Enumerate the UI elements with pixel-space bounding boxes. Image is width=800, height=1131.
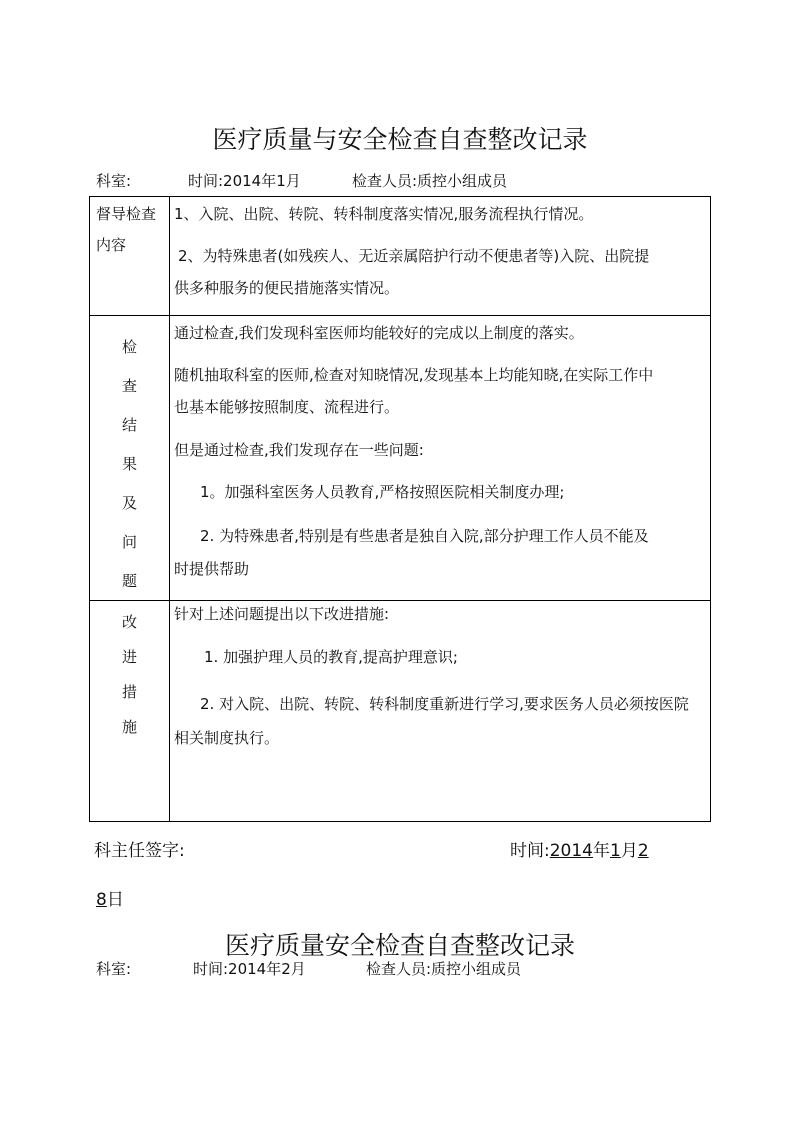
inspection-table (89, 196, 711, 822)
label-char: 题 (121, 572, 137, 590)
signature-month-unit: 月 (620, 841, 638, 861)
results-problems-cell (170, 316, 711, 601)
results-problems-label (90, 316, 170, 601)
label-char: 果 (121, 455, 137, 473)
table-row-results-problems (90, 316, 711, 601)
improvement-measures-cell (170, 601, 711, 822)
signature-date-continued (96, 885, 124, 910)
content-line: 2、为特殊患者(如残疾人、无近亲属陪护行动不便患者等)入院、出院提 (178, 247, 650, 265)
record-title: 医疗质量与安全检查自查整改记录 (212, 125, 588, 154)
record-time: 时间:2014年1月 (188, 172, 301, 190)
label-line: 内容 (96, 236, 127, 254)
content-line: 1. 加强护理人员的教育,提高护理意识; (204, 648, 458, 666)
supervision-content-label (90, 197, 170, 316)
improvement-measures-label (90, 601, 170, 822)
table-row-supervision-content (90, 197, 711, 316)
content-line: 也基本能够按照制度、流程进行。 (174, 398, 400, 416)
label-char: 问 (121, 533, 137, 551)
label-char: 措 (121, 683, 137, 701)
signature-day-part: 8 (96, 890, 107, 910)
content-line: 通过检查,我们发现科室医师均能较好的完成以上制度的落实。 (174, 324, 584, 342)
content-line: 2. 对入院、出院、转院、转科制度重新进行学习,要求医务人员必须按医院 (200, 695, 689, 713)
content-line: 但是通过检查,我们发现存在一些问题: (174, 441, 424, 459)
department-label: 科室: (96, 172, 132, 190)
content-line: 1。加强科室医务人员教育,严格按照医院相关制度办理; (200, 483, 565, 501)
label-char: 检 (121, 338, 137, 356)
content-line: 时提供帮助 (174, 560, 250, 578)
inspectors: 检查人员:质控小组成员 (366, 960, 522, 978)
label-line: 督导检查 (96, 205, 157, 223)
table-row-improvement-measures (90, 601, 711, 822)
label-char: 及 (121, 494, 137, 512)
supervision-content-cell (170, 197, 711, 316)
label-char: 进 (121, 648, 137, 666)
signature-day-part: 2 (637, 841, 649, 861)
signature-year: 2014 (549, 841, 593, 861)
record-title: 医疗质量安全检查自查整改记录 (224, 931, 575, 960)
content-line: 随机抽取科室的医师,检查对知晓情况,发现基本上均能知晓,在实际工作中 (174, 366, 654, 384)
label-char: 改 (121, 613, 137, 631)
signature-day-unit: 日 (106, 890, 124, 910)
department-label: 科室: (96, 960, 132, 978)
signature-month: 1 (610, 841, 621, 861)
signature-date (510, 836, 649, 861)
content-line: 针对上述问题提出以下改进措施: (174, 605, 390, 623)
director-signature-label: 科主任签字: (94, 841, 185, 861)
label-char: 查 (121, 377, 137, 395)
content-line: 2. 为特殊患者,特别是有些患者是独自入院,部分护理工作人员不能及 (200, 527, 649, 545)
label-char: 施 (121, 718, 137, 736)
content-line: 1、入院、出院、转院、转科制度落实情况,服务流程执行情况。 (174, 205, 594, 223)
content-line: 供多种服务的便民措施落实情况。 (174, 279, 400, 297)
signature-year-unit: 年 (593, 841, 610, 861)
signature-time-label: 时间: (510, 841, 550, 861)
inspectors: 检查人员:质控小组成员 (352, 172, 508, 190)
content-line: 相关制度执行。 (174, 729, 280, 747)
record-time: 时间:2014年2月 (193, 960, 306, 978)
label-char: 结 (121, 416, 137, 434)
